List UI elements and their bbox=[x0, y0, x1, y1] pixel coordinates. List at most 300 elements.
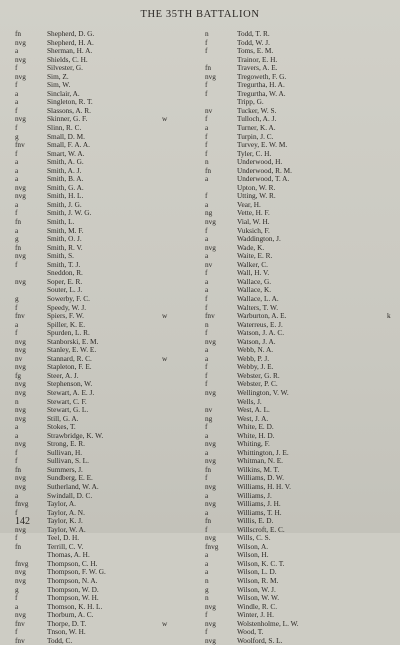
entry-code: nvg bbox=[15, 406, 26, 415]
entry-code: nvg bbox=[15, 346, 26, 355]
roll-entry bbox=[205, 321, 395, 330]
roll-entry bbox=[15, 338, 200, 347]
entry-name: Webby, J. E. bbox=[237, 362, 274, 372]
roll-entry bbox=[205, 158, 395, 167]
roll-entry bbox=[205, 432, 395, 441]
roll-entry bbox=[205, 218, 395, 227]
entry-name: Tucker, W. S. bbox=[237, 105, 277, 115]
entry-name: Smith, J. G. bbox=[47, 199, 82, 209]
roll-entry bbox=[205, 568, 395, 577]
roll-entry bbox=[15, 47, 200, 56]
roll-entry bbox=[205, 184, 395, 193]
roll-entry bbox=[15, 594, 200, 603]
entry-name: Trainor, E. H. bbox=[237, 54, 278, 64]
entry-name: Warburton, A. E. bbox=[237, 311, 287, 321]
entry-code: nvg bbox=[15, 55, 26, 64]
entry-code: nvg bbox=[15, 38, 26, 47]
roll-entry bbox=[15, 637, 200, 645]
entry-name: Smith, R. V. bbox=[47, 242, 83, 252]
roll-entry bbox=[205, 440, 395, 449]
entry-code: nvg bbox=[205, 619, 216, 628]
entry-code: f bbox=[15, 124, 18, 133]
roll-entry bbox=[205, 167, 395, 176]
roll-entry bbox=[205, 98, 395, 107]
entry-code: f bbox=[205, 226, 208, 235]
entry-code: nvg bbox=[15, 183, 26, 192]
entry-name: Spurden, L. R. bbox=[47, 328, 90, 338]
entry-name: Webb, N. A. bbox=[237, 345, 274, 355]
entry-code: nvg bbox=[205, 602, 216, 611]
entry-name: Winter, J. H. bbox=[237, 610, 274, 620]
entry-name: Tregurtha, W. A. bbox=[237, 88, 286, 98]
entry-name: Stewart, C. F. bbox=[47, 396, 87, 406]
entry-name: Stanley, E. W. E. bbox=[47, 345, 97, 355]
entry-name: Sullivan, S. L. bbox=[47, 456, 89, 466]
entry-code: fnv bbox=[15, 141, 25, 150]
entry-mark: w bbox=[162, 114, 168, 124]
roll-entry bbox=[15, 560, 200, 569]
roll-entry bbox=[15, 107, 200, 116]
roll-entry bbox=[205, 150, 395, 159]
roll-entry bbox=[15, 56, 200, 65]
entry-code: ng bbox=[205, 414, 213, 423]
roll-entry bbox=[15, 321, 200, 330]
entry-name: Souter, L. J. bbox=[47, 285, 83, 295]
roll-entry bbox=[205, 338, 395, 347]
entry-code: nvg bbox=[15, 577, 26, 585]
entry-code: a bbox=[205, 559, 209, 568]
entry-name: Wilson, W. J. bbox=[237, 584, 276, 594]
roll-entry bbox=[15, 586, 200, 595]
entry-code: nvg bbox=[205, 440, 216, 449]
roll-entry bbox=[15, 389, 200, 398]
entry-name: Sim, W. bbox=[47, 80, 71, 90]
entry-code: nvg bbox=[205, 388, 216, 397]
name-column-right bbox=[205, 30, 395, 645]
roll-entry bbox=[15, 543, 200, 552]
roll-entry bbox=[205, 269, 395, 278]
entry-code: f bbox=[205, 38, 208, 47]
entry-name: Summers, J. bbox=[47, 464, 83, 474]
entry-code: fnv bbox=[205, 312, 215, 321]
roll-entry bbox=[15, 329, 200, 338]
roll-entry bbox=[205, 329, 395, 338]
entry-code: a bbox=[205, 568, 209, 577]
entry-name: Underwood, R. M. bbox=[237, 165, 292, 175]
entry-code: nv bbox=[15, 354, 23, 363]
roll-entry bbox=[205, 346, 395, 355]
roll-entry bbox=[15, 355, 200, 364]
entry-name: Shepherd, H. A. bbox=[47, 37, 94, 47]
entry-name: Williams, D. W. bbox=[237, 473, 284, 483]
entry-code: ng bbox=[205, 209, 213, 218]
entry-name: Stewart, A. E. J. bbox=[47, 387, 95, 397]
roll-entry bbox=[205, 543, 395, 552]
entry-code: a bbox=[205, 200, 209, 209]
roll-entry bbox=[15, 261, 200, 270]
entry-name: Whittington, J. E. bbox=[237, 447, 289, 457]
roll-entry bbox=[15, 500, 200, 509]
roll-entry bbox=[15, 474, 200, 483]
roll-entry bbox=[205, 175, 395, 184]
entry-name: Vette, H. F. bbox=[237, 208, 270, 218]
roll-entry bbox=[205, 30, 395, 39]
roll-entry bbox=[15, 295, 200, 304]
entry-name: Todd, W. J. bbox=[237, 37, 270, 47]
entry-code: nvg bbox=[15, 277, 26, 286]
roll-entry bbox=[15, 252, 200, 261]
entry-name: Thompson, C. H. bbox=[47, 558, 98, 568]
entry-code: nvg bbox=[15, 474, 26, 483]
roll-entry bbox=[15, 244, 200, 253]
entry-code: f bbox=[15, 106, 18, 115]
entry-code: a bbox=[205, 175, 209, 184]
roll-entry bbox=[15, 312, 200, 321]
entry-name: Wellington, V. W. bbox=[237, 387, 289, 397]
page-title: THE 35TH BATTALION bbox=[140, 9, 260, 20]
entry-mark: k bbox=[387, 311, 391, 321]
entry-code: nvg bbox=[15, 115, 26, 124]
roll-entry bbox=[15, 509, 200, 518]
roll-entry bbox=[205, 244, 395, 253]
entry-name: Speedy, W. J. bbox=[47, 302, 87, 312]
entry-code: f bbox=[205, 115, 208, 124]
entry-code: nv bbox=[205, 260, 213, 269]
roll-entry bbox=[205, 551, 395, 560]
entry-name: West, A. L. bbox=[237, 405, 270, 415]
roll-entry bbox=[15, 218, 200, 227]
entry-code: nvg bbox=[15, 388, 26, 397]
entry-name: Smith, S. bbox=[47, 251, 74, 261]
roll-entry bbox=[205, 457, 395, 466]
roll-entry bbox=[205, 474, 395, 483]
roll-entry bbox=[205, 227, 395, 236]
entry-code: nvg bbox=[205, 534, 216, 543]
roll-entry bbox=[205, 295, 395, 304]
entry-name: Wilson, W. W. bbox=[237, 593, 280, 603]
entry-name: Stokes, T. bbox=[47, 422, 76, 432]
entry-code: n bbox=[15, 397, 19, 406]
roll-entry bbox=[205, 90, 395, 99]
entry-name: Turpin, J. C. bbox=[237, 131, 274, 141]
entry-name: Tregurtha, H. A. bbox=[237, 80, 285, 90]
roll-entry bbox=[15, 483, 200, 492]
entry-code: a bbox=[205, 235, 209, 244]
entry-name: Smith, L. bbox=[47, 217, 75, 227]
entry-name: Taylor, A. bbox=[47, 499, 76, 509]
roll-entry bbox=[15, 286, 200, 295]
entry-code: f bbox=[15, 149, 18, 158]
entry-name: Silvester, G. bbox=[47, 63, 83, 73]
roll-entry bbox=[15, 98, 200, 107]
roll-entry bbox=[205, 398, 395, 407]
roll-entry bbox=[15, 39, 200, 48]
roll-entry bbox=[205, 577, 395, 586]
entry-code: nvg bbox=[15, 568, 26, 577]
roll-entry bbox=[15, 346, 200, 355]
entry-name: Thompson, N. A. bbox=[47, 576, 98, 585]
roll-entry bbox=[205, 466, 395, 475]
entry-name: Small, D. M. bbox=[47, 131, 85, 141]
roll-entry bbox=[205, 209, 395, 218]
roll-entry bbox=[205, 133, 395, 142]
entry-code: a bbox=[15, 423, 19, 432]
entry-code: a bbox=[15, 47, 19, 56]
entry-name: Wilson, H. bbox=[237, 550, 269, 560]
entry-code: f bbox=[205, 380, 208, 389]
entry-code: g bbox=[15, 294, 19, 303]
roll-entry bbox=[205, 628, 395, 637]
entry-name: Williams, J. bbox=[237, 490, 272, 500]
roll-entry bbox=[15, 440, 200, 449]
entry-name: Upton, W. R. bbox=[237, 182, 276, 192]
roll-entry bbox=[205, 56, 395, 65]
roll-entry bbox=[205, 141, 395, 150]
entry-code: f bbox=[205, 303, 208, 312]
roll-entry bbox=[15, 457, 200, 466]
entry-code: a bbox=[205, 346, 209, 355]
entry-name: Williams, H. H. V. bbox=[237, 481, 291, 491]
entry-name: Sneddon, R. bbox=[47, 268, 83, 278]
entry-name: Small, F. A. A. bbox=[47, 140, 91, 150]
entry-code: nvg bbox=[205, 457, 216, 466]
entry-name: Webster, P. C. bbox=[237, 379, 278, 389]
roll-entry bbox=[205, 252, 395, 261]
entry-name: Whiting, F. bbox=[237, 439, 270, 449]
entry-code: g bbox=[15, 235, 19, 244]
entry-code: nvg bbox=[205, 72, 216, 81]
entry-name: Wolstenholme, L. W. bbox=[237, 618, 299, 628]
entry-name: Underwood, T. A. bbox=[237, 174, 290, 184]
entry-code: f bbox=[15, 209, 18, 218]
entry-code: nvg bbox=[15, 380, 26, 389]
roll-entry bbox=[15, 269, 200, 278]
entry-name: Spiers, F. W. bbox=[47, 311, 84, 321]
entry-name: Thomas, A. H. bbox=[47, 550, 90, 560]
entry-name: Wallace, K. bbox=[237, 285, 272, 295]
entry-name: Webb, P. J. bbox=[237, 353, 270, 363]
entry-name: Todd, T. R. bbox=[237, 29, 270, 38]
roll-entry bbox=[205, 372, 395, 381]
entry-name: Slassons, A. R. bbox=[47, 105, 91, 115]
entry-name: Shields, C. H. bbox=[47, 54, 88, 64]
entry-name: Swindall, D. C. bbox=[47, 490, 93, 500]
roll-entry bbox=[15, 167, 200, 176]
entry-name: Smith, T. J. bbox=[47, 259, 81, 269]
entry-code: fg bbox=[15, 371, 22, 380]
roll-entry bbox=[15, 534, 200, 543]
roll-entry bbox=[15, 372, 200, 381]
entry-code: f bbox=[205, 628, 208, 637]
entry-code: a bbox=[15, 98, 19, 107]
entry-name: Waterreus, E. J. bbox=[237, 319, 283, 329]
entry-code: n bbox=[205, 320, 209, 329]
entry-code: g bbox=[205, 585, 209, 594]
entry-name: Soper, E. R. bbox=[47, 276, 83, 286]
entry-name: Watson, J. A. C. bbox=[237, 328, 285, 338]
entry-name: Wilson, R. M. bbox=[237, 576, 279, 585]
entry-code: f bbox=[15, 64, 18, 73]
entry-name: Wallace, L. A. bbox=[237, 293, 279, 303]
entry-code: fnv bbox=[15, 312, 25, 321]
entry-name: Thompson, F. W. G. bbox=[47, 567, 106, 577]
roll-entry bbox=[205, 235, 395, 244]
roll-entry bbox=[15, 577, 200, 586]
roll-entry bbox=[15, 449, 200, 458]
entry-code: n bbox=[205, 30, 209, 38]
entry-name: Taylor, A. N. bbox=[47, 507, 85, 517]
entry-code: g bbox=[15, 585, 19, 594]
roll-entry bbox=[15, 201, 200, 210]
roll-entry bbox=[15, 517, 200, 526]
entry-name: Thompson, W. D. bbox=[47, 584, 99, 594]
entry-code: fn bbox=[205, 64, 212, 73]
entry-name: White, E. D. bbox=[237, 422, 274, 432]
entry-code: f bbox=[15, 457, 18, 466]
entry-name: Tyler, C. H. bbox=[237, 148, 272, 158]
entry-code: f bbox=[205, 149, 208, 158]
roll-entry bbox=[15, 568, 200, 577]
roll-entry bbox=[15, 141, 200, 150]
roll-entry bbox=[205, 39, 395, 48]
entry-code: f bbox=[15, 628, 18, 637]
roll-entry bbox=[205, 517, 395, 526]
entry-code: a bbox=[15, 200, 19, 209]
entry-code: fn bbox=[15, 465, 22, 474]
roll-entry bbox=[15, 133, 200, 142]
entry-name: Terrill, C. V. bbox=[47, 541, 84, 551]
entry-name: Wilson, K. C. T. bbox=[237, 558, 285, 568]
entry-code: a bbox=[205, 431, 209, 440]
entry-code: f bbox=[205, 423, 208, 432]
entry-name: Singleton, R. T. bbox=[47, 97, 93, 107]
entry-code: f bbox=[205, 294, 208, 303]
roll-entry bbox=[205, 637, 395, 645]
entry-code: n bbox=[205, 158, 209, 167]
entry-code: f bbox=[205, 371, 208, 380]
entry-name: Woolford, S. L. bbox=[237, 635, 283, 645]
entry-code: a bbox=[205, 491, 209, 500]
roll-entry bbox=[15, 81, 200, 90]
roll-entry bbox=[15, 304, 200, 313]
roll-entry bbox=[205, 509, 395, 518]
entry-code: fn bbox=[15, 542, 22, 551]
entry-code: f bbox=[15, 594, 18, 603]
entry-code: fn bbox=[205, 166, 212, 175]
roll-entry bbox=[205, 355, 395, 364]
entry-name: Wills, C. S. bbox=[237, 533, 271, 543]
entry-name: Strong, E. R. bbox=[47, 439, 85, 449]
entry-name: Thorpe, D. T. bbox=[47, 618, 87, 628]
entry-code: a bbox=[15, 166, 19, 175]
entry-name: Smith, A. G. bbox=[47, 157, 84, 167]
roll-entry bbox=[15, 603, 200, 612]
entry-name: Taylor, K. J. bbox=[47, 516, 83, 526]
entry-name: Tulloch, A. J. bbox=[237, 114, 277, 124]
roll-entry bbox=[205, 81, 395, 90]
entry-name: Smith, B. A. bbox=[47, 174, 84, 184]
entry-name: Willis, E. D. bbox=[237, 516, 274, 526]
entry-name: Spiller, K. E. bbox=[47, 319, 86, 329]
roll-entry bbox=[205, 278, 395, 287]
entry-name: Thomson, K. H. L. bbox=[47, 601, 103, 611]
roll-entry bbox=[205, 492, 395, 501]
entry-name: Todd, C. bbox=[47, 635, 73, 645]
entry-code: g bbox=[15, 132, 19, 141]
roll-entry bbox=[205, 47, 395, 56]
entry-code: f bbox=[15, 534, 18, 543]
entry-code: f bbox=[205, 141, 208, 150]
roll-entry bbox=[205, 201, 395, 210]
entry-code: a bbox=[15, 431, 19, 440]
roll-entry bbox=[15, 611, 200, 620]
entry-name: Windle, R. C. bbox=[237, 601, 278, 611]
roll-entry bbox=[15, 398, 200, 407]
roll-entry bbox=[15, 124, 200, 133]
roll-entry bbox=[205, 363, 395, 372]
roll-entry bbox=[15, 278, 200, 287]
roll-entry bbox=[15, 466, 200, 475]
entry-name: Still, G. A. bbox=[47, 413, 79, 423]
entry-code: a bbox=[205, 551, 209, 560]
entry-code: f bbox=[15, 81, 18, 90]
entry-code: f bbox=[15, 329, 18, 338]
roll-entry bbox=[205, 192, 395, 201]
entry-name: Williams, J. H. bbox=[237, 499, 281, 509]
roll-entry bbox=[15, 432, 200, 441]
entry-code: f bbox=[205, 192, 208, 201]
entry-name: Stannard, R. C. bbox=[47, 353, 92, 363]
entry-mark: w bbox=[162, 353, 168, 363]
roll-entry bbox=[15, 492, 200, 501]
roll-entry bbox=[15, 423, 200, 432]
entry-code: nvg bbox=[205, 218, 216, 227]
entry-name: Wood, T. bbox=[237, 627, 264, 637]
entry-code: nvg bbox=[15, 192, 26, 201]
entry-name: Tnson, W. H. bbox=[47, 627, 86, 637]
entry-code: nvg bbox=[15, 482, 26, 491]
entry-code: f bbox=[205, 525, 208, 534]
page-number: 142 bbox=[15, 516, 30, 527]
entry-code: a bbox=[15, 320, 19, 329]
entry-code: nv bbox=[205, 106, 213, 115]
entry-name: Sullivan, H. bbox=[47, 447, 83, 457]
entry-code: fnvg bbox=[205, 542, 219, 551]
entry-code: nvg bbox=[15, 72, 26, 81]
entry-code: a bbox=[15, 158, 19, 167]
roll-entry bbox=[205, 64, 395, 73]
entry-name: Whitman, N. E. bbox=[237, 456, 284, 466]
entry-code: nvg bbox=[205, 243, 216, 252]
entry-name: Steer, A. J. bbox=[47, 370, 79, 380]
entry-code: f bbox=[205, 329, 208, 338]
roll-entry bbox=[15, 158, 200, 167]
entry-code: f bbox=[205, 47, 208, 56]
entry-code: a bbox=[205, 124, 209, 133]
roll-entry bbox=[15, 380, 200, 389]
entry-name: Wilson, L. D. bbox=[237, 567, 277, 577]
entry-name: Wallace, G. bbox=[237, 276, 272, 286]
entry-name: Thorburn, A. C. bbox=[47, 610, 94, 620]
entry-code: a bbox=[15, 491, 19, 500]
name-column-left bbox=[15, 30, 200, 645]
roll-entry bbox=[205, 261, 395, 270]
entry-code: nvg bbox=[205, 337, 216, 346]
roll-entry bbox=[205, 483, 395, 492]
entry-name: Vial, W. H. bbox=[237, 217, 270, 227]
entry-code: n bbox=[205, 577, 209, 585]
roll-entry bbox=[15, 30, 200, 39]
